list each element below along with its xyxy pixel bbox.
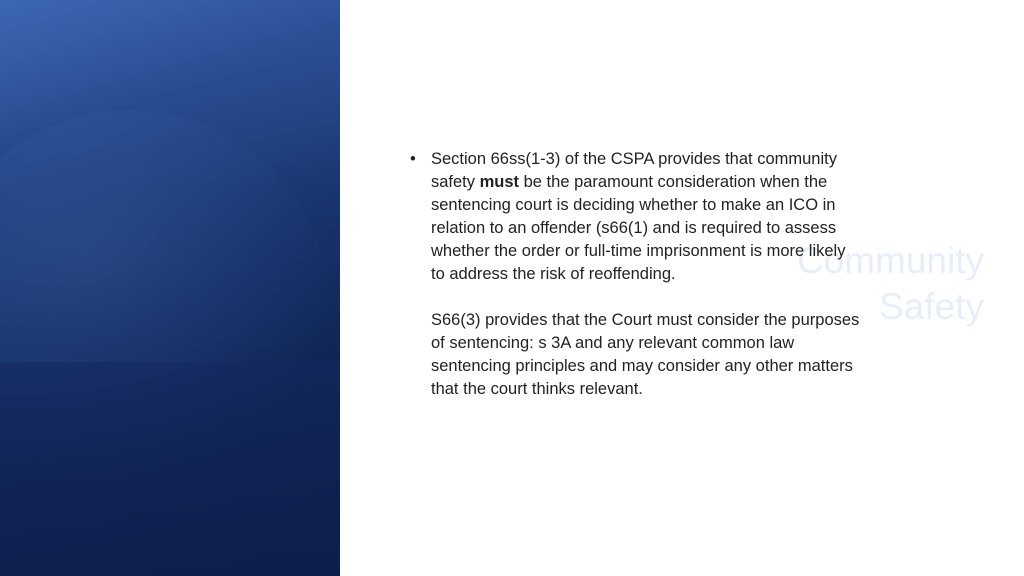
paragraph-2-line-4: that the court thinks relevant. [431, 380, 643, 398]
paragraph-2-line-2: of sentencing: s 3A and any relevant common law [431, 334, 795, 352]
paragraph-1-line-6: to address the risk of reoffending. [431, 265, 676, 283]
panel-decorative-band [0, 362, 340, 576]
paragraph-2-line-1: S66(3) provides that the Court must consider the purposes [431, 311, 860, 329]
slide-body [410, 148, 955, 401]
paragraph-2-line-3: sentencing principles and may consider any other matters [431, 357, 853, 375]
paragraph-1-line-5: whether the order or full-time imprisonment is more likely [431, 242, 846, 260]
paragraph-1-line-2 [431, 171, 955, 194]
paragraph-community-safety [431, 148, 955, 286]
paragraph-1-line-3: sentencing court is deciding whether to make an ICO in [431, 196, 836, 214]
bullet-item [410, 148, 955, 401]
title-panel [0, 0, 340, 576]
slide-title-line-2: Safety [879, 286, 984, 327]
paragraph-1-line-4: relation to an offender (s66(1) and is required to assess [431, 219, 837, 237]
paragraph-sentencing-purposes [431, 309, 955, 401]
bullet-dot-icon: • [410, 150, 416, 168]
paragraph-1-line-1: Section 66ss(1-3) of the CSPA provides that community [431, 150, 837, 168]
emphasis-must: must [479, 173, 520, 191]
slide-title-line-1: Community [796, 240, 984, 281]
paragraph-1-line-2-start: safety [431, 173, 480, 191]
paragraph-1-line-2-end: be the paramount consideration when the [519, 173, 828, 191]
